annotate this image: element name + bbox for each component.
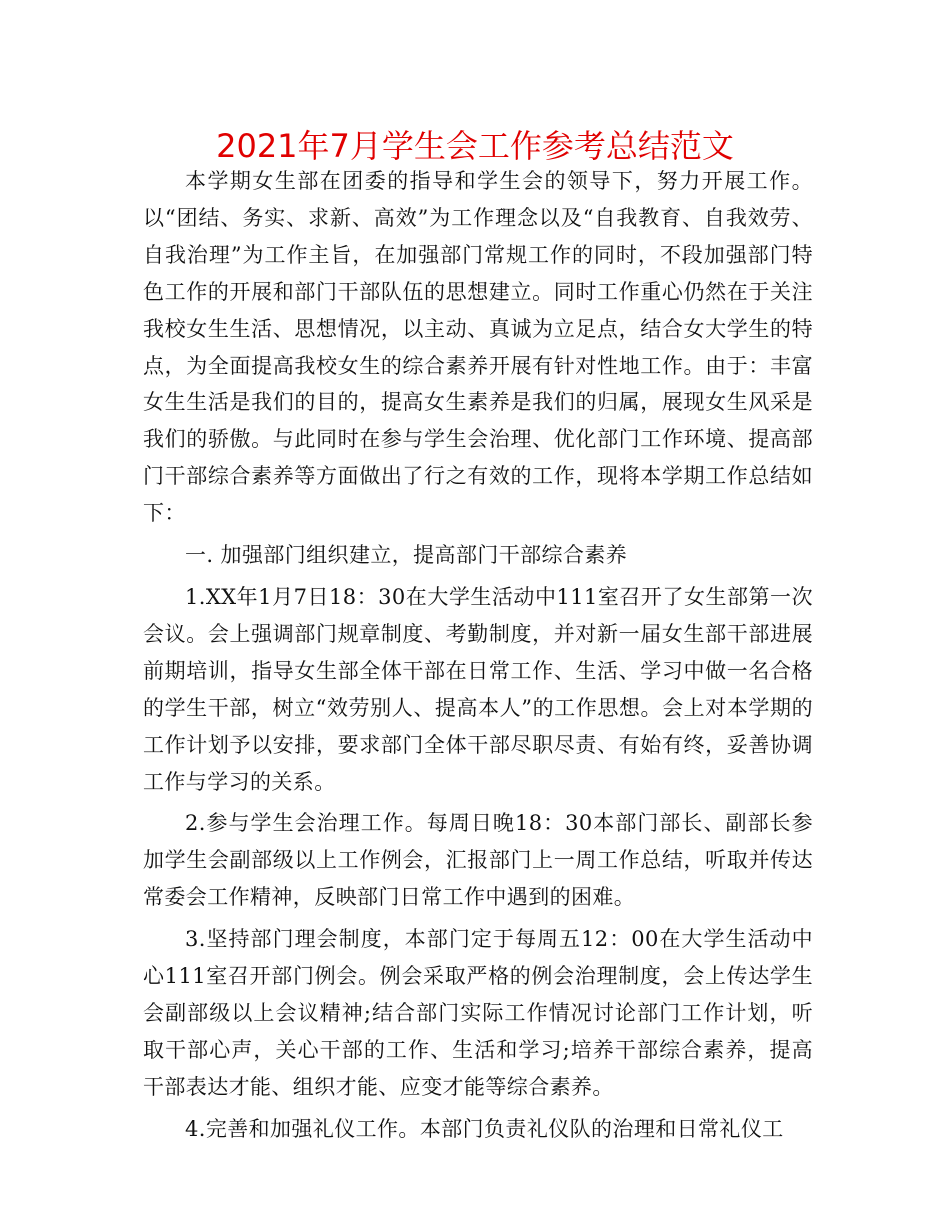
- paragraph-item-1: 1.XX年1月7日18：30在大学生活动中111室召开了女生部第一次会议。会上强调部门规章制度、考勤制度，并对新一届女生部干部进展前期培训，指导女生部全体干部在日常工作、生活、学习中做一名合格的学生干部，树立“效劳别人、提高本人”的工作思想。会上对本学期的工作计划予以安排，要求部门全体干部尽职尽责、有始有终，妥善协调工作与学习的关系。: [143, 584, 813, 794]
- paragraph-item-3: 3.坚持部门理会制度，本部门定于每周五12：00在大学生活动中心111室召开部门例会。例会采取严格的例会治理制度，会上传达学生会副部级以上会议精神;结合部门实际工作情况讨论部门工作计划，听取干部心声，关心干部的工作、生活和学习;培养干部综合素养，提高干部表达才能、组织才能、应变才能等综合素养。: [143, 927, 813, 1099]
- section-heading-1: 一. 加强部门组织建立，提高部门干部综合素养: [185, 543, 628, 568]
- document-body: [143, 163, 813, 1148]
- paragraph-item-4: 4.完善和加强礼仪工作。本部门负责礼仪队的治理和日常礼仪工: [185, 1116, 784, 1141]
- paragraph-item-2: 2.参与学生会治理工作。每周日晚18：30本部门部长、副部长参加学生会副部级以上工作例会，汇报部门上一周工作总结，听取并传达常委会工作精神，反映部门日常工作中遇到的困难。: [143, 811, 813, 910]
- document-title: 2021年7月学生会工作参考总结范文: [216, 127, 734, 165]
- paragraph-intro: 本学期女生部在团委的指导和学生会的领导下，努力开展工作。以“团结、务实、求新、高效”为工作理念以及“自我教育、自我效劳、自我治理”为工作主旨，在加强部门常规工作的同时，不段加强部门特色工作的开展和部门干部队伍的思想建立。同时工作重心仍然在于关注我校女生生活、思想情况，以主动、真诚为立足点，结合女大学生的特点，为全面提高我校女生的综合素养开展有针对性地工作。由于：丰富女生生活是我们的目的，提高女生素养是我们的归属，展现女生风采是我们的骄傲。与此同时在参与学生会治理、优化部门工作环境、提高部门干部综合素养等方面做出了行之有效的工作，现将本学期工作总结如下：: [143, 169, 813, 526]
